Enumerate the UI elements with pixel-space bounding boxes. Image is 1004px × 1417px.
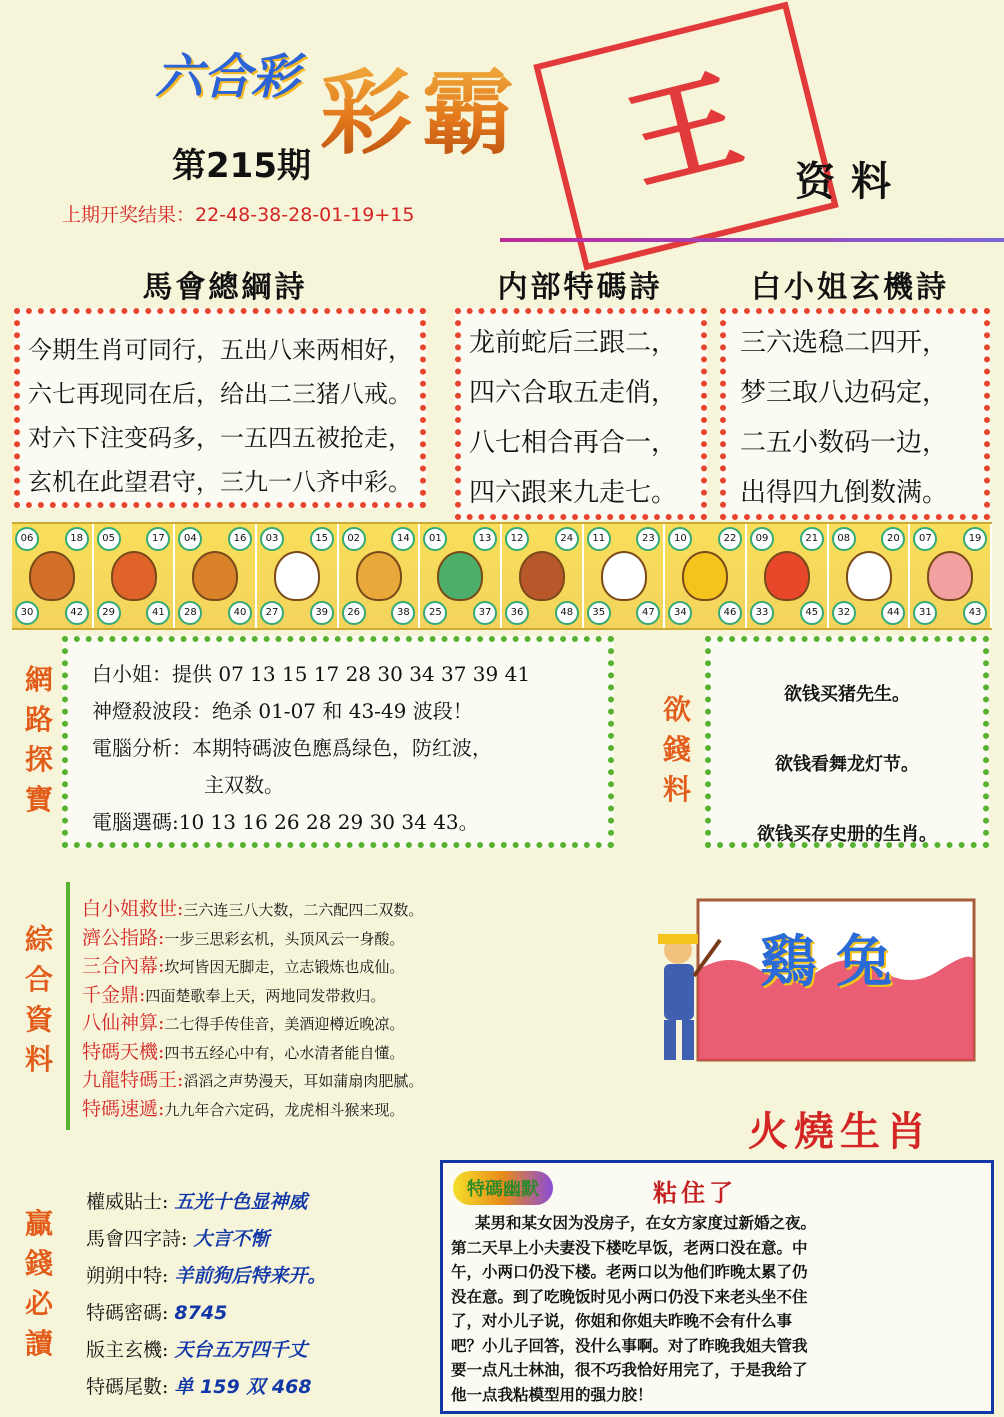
painter-leg <box>664 1020 676 1060</box>
combined-item-value: 四面楚歌奉上天，两地同发带救归。 <box>145 986 386 1005</box>
must-read-key: 版主玄機: <box>86 1339 169 1361</box>
zodiac-number: 30 <box>15 601 39 625</box>
zodiac-animal-icon <box>682 551 728 601</box>
zodiac-number: 47 <box>636 601 660 625</box>
zodiac-number: 17 <box>146 527 170 551</box>
combined-section-label: 綜合資料 <box>24 923 53 1076</box>
zodiac-animal-icon <box>846 551 892 601</box>
web-section-label: 網路探寶 <box>24 663 53 816</box>
zodiac-number: 20 <box>881 527 905 551</box>
zodiac-number: 31 <box>913 601 937 625</box>
zodiac-card <box>12 524 94 628</box>
combined-item-key: 九龍特碼王: <box>82 1069 184 1091</box>
zodiac-animal-icon <box>192 551 238 601</box>
subtitle-tail: 资料 <box>795 158 907 205</box>
joke-line: 没在意。到了吃晚饭时见小两口仍没下来老头坐不住 <box>451 1286 808 1306</box>
must-read-label: 贏錢必讀 <box>24 1207 53 1360</box>
zodiac-number: 25 <box>423 601 447 625</box>
stamp: 王 <box>533 1 839 270</box>
issue-number: 第215期 <box>172 146 311 186</box>
zodiac-number: 35 <box>587 601 611 625</box>
poem-panel-1 <box>14 308 426 508</box>
zodiac-animal-icon <box>274 551 320 601</box>
zodiac-number: 34 <box>668 601 692 625</box>
web-line: 白小姐：提供 07 13 15 17 28 30 34 37 39 41 <box>92 662 531 686</box>
zodiac-number: 16 <box>228 527 252 551</box>
last-result <box>62 200 414 227</box>
combined-item <box>82 896 612 925</box>
money-line: 欲钱买猪先生。 <box>784 684 910 705</box>
zodiac-number: 28 <box>178 601 202 625</box>
zodiac-animal-icon <box>519 551 565 601</box>
combined-section-panel <box>66 882 612 1130</box>
header-divider <box>500 238 1004 242</box>
money-line: 欲钱看舞龙灯节。 <box>775 754 919 775</box>
zodiac-number: 44 <box>881 601 905 625</box>
zodiac-number: 12 <box>505 527 529 551</box>
zodiac-number: 32 <box>832 601 856 625</box>
zodiac-number: 08 <box>832 527 856 551</box>
joke-line: 他一点我粘模型用的强力胶！ <box>451 1384 653 1404</box>
must-read-value: 五光十色显神威 <box>174 1191 308 1213</box>
combined-item-value: 三六连三八大数，二六配四二双数。 <box>183 901 424 919</box>
zodiac-number: 06 <box>15 527 39 551</box>
joke-tag: 特碼幽默 <box>453 1171 553 1205</box>
poem-3-line: 二五小数码一边， <box>740 428 949 458</box>
zodiac-card <box>339 524 421 628</box>
combined-item <box>82 953 612 982</box>
joke-line: 午，小两口仍没下楼。老两口以为他们昨晚太累了仍 <box>451 1262 808 1281</box>
joke-line: 了，对小儿子说，你姐和你姐夫昨晚不会有什么事 <box>451 1311 793 1330</box>
poem-panel-3 <box>720 308 990 520</box>
combined-item-value: 四书五经心中有，心水清者能自懂。 <box>164 1043 405 1062</box>
zodiac-number: 19 <box>963 527 987 551</box>
zodiac-strip <box>12 522 992 630</box>
poem-3-line: 出得四九倒数满。 <box>740 478 949 508</box>
zodiac-animal-icon <box>927 551 973 601</box>
zodiac-number: 37 <box>473 601 497 625</box>
web-line: 神燈殺波段：绝杀 01-07 和 43-49 波段！ <box>92 699 473 723</box>
zodiac-number: 29 <box>97 601 121 625</box>
combined-item <box>82 1010 612 1039</box>
zodiac-number: 43 <box>963 601 987 625</box>
combined-item-key: 濟公指路: <box>82 926 165 949</box>
web-line: 電腦分析：本期特碼波色應爲绿色，防红波， <box>92 736 492 760</box>
combined-item-value: 九九年合六定码，龙虎相斗猴来现。 <box>164 1100 405 1119</box>
must-read-item <box>86 1184 430 1221</box>
zodiac-number: 48 <box>555 601 579 625</box>
zodiac-number: 02 <box>342 527 366 551</box>
last-result-label: 上期开奖结果： <box>62 204 196 226</box>
money-line: 欲钱买存史册的生肖。 <box>757 824 937 845</box>
zodiac-number: 10 <box>668 527 692 551</box>
zodiac-card <box>584 524 666 628</box>
zodiac-card <box>94 524 176 628</box>
zodiac-number: 39 <box>310 601 334 625</box>
last-result-value: 22-48-38-28-01-19+15 <box>195 204 415 226</box>
zodiac-number: 22 <box>718 527 742 551</box>
must-read-item <box>86 1369 430 1406</box>
zodiac-number: 15 <box>310 527 334 551</box>
zodiac-number: 45 <box>800 601 824 625</box>
combined-item <box>82 925 612 954</box>
poem-title-2: 内部特碼詩 <box>497 270 663 305</box>
zodiac-number: 14 <box>391 527 415 551</box>
zodiac-number: 01 <box>423 527 447 551</box>
joke-body <box>451 1211 985 1407</box>
must-read-value: 单 159 双 468 <box>174 1376 312 1398</box>
must-read-value: 天台五万四千丈 <box>174 1339 308 1361</box>
main-title: 彩霸 <box>320 40 524 172</box>
combined-item <box>82 1096 612 1125</box>
combined-item-key: 特碼天機: <box>82 1040 165 1063</box>
zodiac-number: 21 <box>800 527 824 551</box>
joke-title: 粘住了 <box>653 1178 737 1207</box>
web-section-panel <box>62 636 614 848</box>
combined-item <box>82 1067 612 1096</box>
poem-panel-2 <box>455 308 707 520</box>
painter-hat <box>658 934 698 944</box>
poem-2-line: 八七相合再合一， <box>469 428 678 458</box>
joke-line: 第二天早上小夫妻没下楼吃早饭，老两口没在意。中 <box>451 1237 808 1257</box>
combined-item-key: 千金鼎: <box>82 983 146 1006</box>
zodiac-animal-icon <box>111 551 157 601</box>
money-section-panel <box>705 636 989 848</box>
poem-3-line: 三六选稳二四开， <box>740 328 949 358</box>
must-read-key: 馬會四字詩: <box>86 1228 188 1250</box>
must-read-value: 羊前狗后特来开。 <box>174 1265 327 1287</box>
must-read-key: 特碼尾數: <box>86 1376 169 1398</box>
must-read-value: 8745 <box>174 1302 228 1324</box>
brand-logo: 六合彩 <box>155 49 300 105</box>
combined-item-value: 滔滔之声势漫天，耳如蒲扇肉肥腻。 <box>183 1072 424 1090</box>
combined-item-value: 一步三思彩玄机，头顶风云一身酸。 <box>164 929 405 948</box>
combined-item-key: 特碼速遞: <box>82 1097 165 1120</box>
poem-1-line: 六七再现同在后，给出二三猪八戒。 <box>28 380 412 408</box>
painter-body <box>664 964 694 1020</box>
poem-1-line: 对六下注变码多，一五四五被抢走， <box>28 424 412 452</box>
must-read-item <box>86 1258 430 1295</box>
poem-1-line: 玄机在此望君守，三九一八齐中彩。 <box>28 468 412 496</box>
must-read-panel <box>70 1178 430 1406</box>
combined-item-key: 三合內幕: <box>82 955 165 977</box>
painter-words: 鷄兔 <box>760 929 912 995</box>
poem-2-line: 四六合取五走俏， <box>469 378 678 408</box>
zodiac-number: 42 <box>65 601 89 625</box>
zodiac-card <box>420 524 502 628</box>
must-read-key: 朔朔中特: <box>86 1265 169 1287</box>
zodiac-number: 03 <box>260 527 284 551</box>
zodiac-card <box>502 524 584 628</box>
zodiac-animal-icon <box>437 551 483 601</box>
money-section-label: 欲錢料 <box>662 693 691 806</box>
zodiac-card <box>910 524 992 628</box>
zodiac-card <box>747 524 829 628</box>
web-line: 主双数。 <box>204 773 284 797</box>
must-read-key: 權威貼士: <box>86 1191 169 1213</box>
zodiac-number: 18 <box>65 527 89 551</box>
zodiac-number: 05 <box>97 527 121 551</box>
must-read-item <box>86 1221 430 1258</box>
combined-item-value: 坎坷皆因无脚走，立志锻炼也成仙。 <box>164 958 405 976</box>
poem-3-line: 梦三取八边码定， <box>740 378 949 408</box>
zodiac-card <box>665 524 747 628</box>
zodiac-number: 23 <box>636 527 660 551</box>
zodiac-number: 46 <box>718 601 742 625</box>
must-read-key: 特碼密碼: <box>86 1302 169 1324</box>
painter-leg <box>682 1020 694 1060</box>
combined-item <box>82 982 612 1011</box>
zodiac-number: 24 <box>555 527 579 551</box>
zodiac-number: 27 <box>260 601 284 625</box>
must-read-item <box>86 1332 430 1369</box>
zodiac-number: 13 <box>473 527 497 551</box>
zodiac-number: 04 <box>178 527 202 551</box>
poem-2-line: 四六跟来九走七。 <box>469 478 678 508</box>
joke-line: 吧？小儿子回答，没什么事啊。对了昨晚我姐夫管我 <box>451 1335 808 1355</box>
zodiac-card <box>257 524 339 628</box>
combined-item-key: 白小姐救世: <box>82 898 184 920</box>
poem-title-3: 白小姐玄機詩 <box>751 270 949 305</box>
zodiac-number: 36 <box>505 601 529 625</box>
must-read-value: 大言不惭 <box>193 1228 270 1250</box>
must-read-item <box>86 1295 430 1332</box>
zodiac-number: 41 <box>146 601 170 625</box>
zodiac-animal-icon <box>29 551 75 601</box>
combined-item <box>82 1039 612 1068</box>
zodiac-number: 07 <box>913 527 937 551</box>
poem-1-line: 今期生肖可同行，五出八来两相好， <box>28 336 412 364</box>
web-line: 電腦選碼:10 13 16 26 28 29 30 34 43。 <box>92 810 479 834</box>
zodiac-number: 11 <box>587 527 611 551</box>
zodiac-animal-icon <box>356 551 402 601</box>
zodiac-number: 26 <box>342 601 366 625</box>
poem-title-1: 馬會總綱詩 <box>142 270 308 305</box>
painter-caption: 火燒生肖 <box>748 1108 932 1155</box>
zodiac-number: 38 <box>391 601 415 625</box>
zodiac-number: 09 <box>750 527 774 551</box>
combined-item-key: 八仙神算: <box>82 1012 165 1034</box>
joke-line: 要一点凡士林油，很不巧我恰好用完了，于是我给了 <box>451 1360 808 1379</box>
zodiac-card <box>829 524 911 628</box>
poem-2-line: 龙前蛇后三跟二， <box>469 328 678 358</box>
zodiac-card <box>175 524 257 628</box>
joke-panel <box>440 1160 994 1414</box>
zodiac-animal-icon <box>764 551 810 601</box>
joke-line: 某男和某女因为没房子，在女方家度过新婚之夜。 <box>475 1213 817 1232</box>
zodiac-number: 40 <box>228 601 252 625</box>
zodiac-animal-icon <box>601 551 647 601</box>
combined-item-value: 二七得手传佳音，美酒迎樽近晚凉。 <box>164 1015 405 1033</box>
zodiac-number: 33 <box>750 601 774 625</box>
